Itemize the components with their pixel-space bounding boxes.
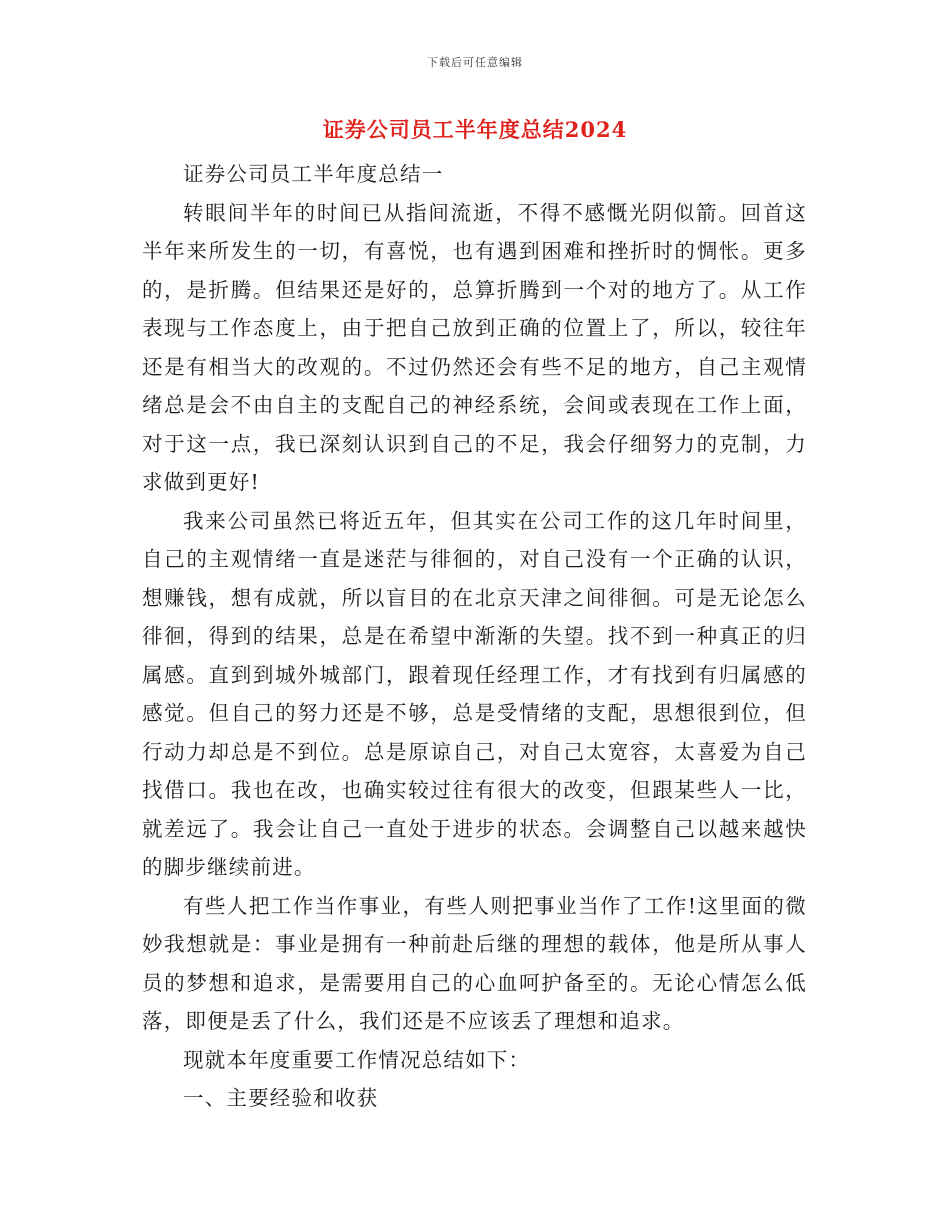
section-heading: 一、主要经验和收获 [183, 1086, 379, 1110]
body-paragraph-2: 我来公司虽然已将近五年，但其实在公司工作的这几年时间里，自己的主观情绪一直是迷茫与徘徊的，对自己没有一个正确的认识，想赚钱，想有成就，所以盲目的在北京天津之间徘徊。可是无论怎么徘徊，得到的结果，总是在希望中渐渐的失望。找不到一种真正的归属感。直到到城外城部门，跟着现任经理工作，才有找到有归属感的感觉。但自己的努力还是不够，总是受情绪的支配，思想很到位，但行动力却总是不到位。总是原谅自己，对自己太宽容，太喜爱为自己找借口。我也在改，也确实较过往有很大的改变，但跟某些人一比，就差远了。我会让自己一直处于进步的状态。会调整自己以越来越快的脚步继续前进。 [142, 508, 807, 879]
document-title: 证券公司员工半年度总结2024 [322, 117, 628, 142]
page-header-note: 下载后可任意编辑 [427, 56, 523, 69]
body-paragraph-3: 有些人把工作当作事业，有些人则把事业当作了工作!这里面的微妙我想就是：事业是拥有一种前赴后继的理想的载体，他是所从事人员的梦想和追求，是需要用自己的心血呵护备至的。无论心情怎么低落，即便是丢了什么，我们还是不应该丢了理想和追求。 [142, 893, 807, 1033]
body-paragraph-4: 现就本年度重要工作情况总结如下： [183, 1047, 531, 1072]
document-body [142, 155, 807, 1118]
body-paragraph-1: 转眼间半年的时间已从指间流逝，不得不感慨光阴似箭。回首这半年来所发生的一切，有喜悦，也有遇到困难和挫折时的惆怅。更多的，是折腾。但结果还是好的，总算折腾到一个对的地方了。从工作表现与工作态度上，由于把自己放到正确的位置上了，所以，较往年还是有相当大的改观的。不过仍然还会有些不足的地方，自己主观情绪总是会不由自主的支配自己的神经系统，会间或表现在工作上面，对于这一点，我已深刻认识到自己的不足，我会仔细努力的克制，力求做到更好! [142, 200, 807, 494]
subtitle-paragraph: 证券公司员工半年度总结一 [183, 162, 444, 186]
